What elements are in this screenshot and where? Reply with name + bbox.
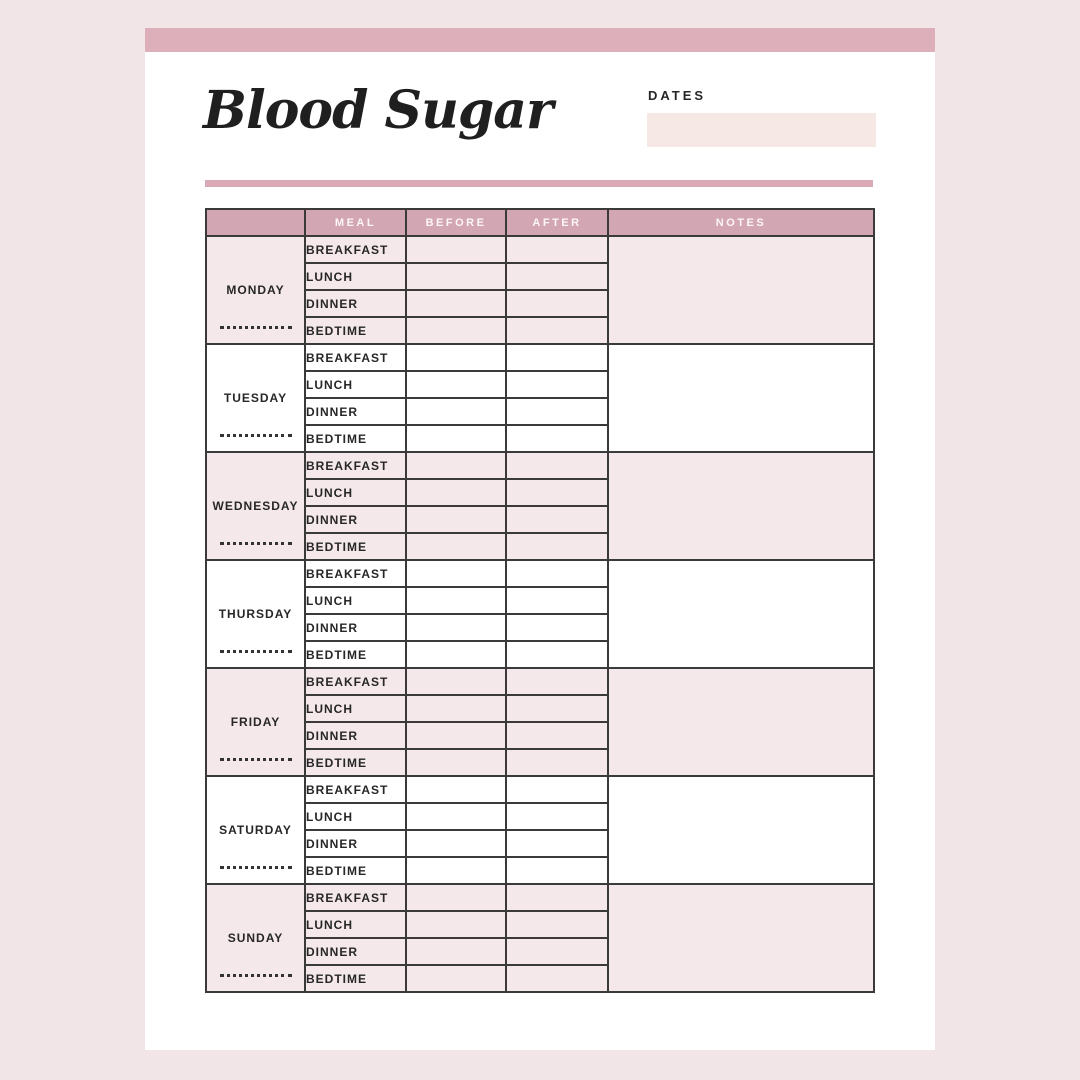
dates-label: DATES (648, 88, 707, 103)
after-value-cell[interactable] (506, 857, 608, 884)
meal-label: LUNCH (305, 803, 406, 830)
after-value-cell[interactable] (506, 236, 608, 263)
after-value-cell[interactable] (506, 749, 608, 776)
meal-label: BREAKFAST (305, 668, 406, 695)
before-value-cell[interactable] (406, 587, 506, 614)
after-value-cell[interactable] (506, 587, 608, 614)
meal-label: BREAKFAST (305, 452, 406, 479)
meal-label: BREAKFAST (305, 884, 406, 911)
before-value-cell[interactable] (406, 317, 506, 344)
notes-cell-monday[interactable] (608, 236, 874, 344)
meal-label: DINNER (305, 938, 406, 965)
before-value-cell[interactable] (406, 263, 506, 290)
day-fill-in-dotted-line[interactable] (220, 434, 292, 437)
notes-cell-sunday[interactable] (608, 884, 874, 992)
meal-label: LUNCH (305, 911, 406, 938)
before-value-cell[interactable] (406, 776, 506, 803)
after-value-cell[interactable] (506, 398, 608, 425)
section-divider (205, 180, 873, 187)
day-label: FRIDAY (230, 715, 281, 729)
before-value-cell[interactable] (406, 371, 506, 398)
day-cell-sunday (206, 884, 305, 992)
meal-label: BREAKFAST (305, 236, 406, 263)
day-cell-saturday (206, 776, 305, 884)
notes-cell-thursday[interactable] (608, 560, 874, 668)
notes-cell-saturday[interactable] (608, 776, 874, 884)
after-value-cell[interactable] (506, 371, 608, 398)
after-value-cell[interactable] (506, 614, 608, 641)
header-after: AFTER (506, 209, 608, 236)
planner-page (145, 28, 935, 1050)
notes-cell-tuesday[interactable] (608, 344, 874, 452)
after-value-cell[interactable] (506, 425, 608, 452)
before-value-cell[interactable] (406, 344, 506, 371)
after-value-cell[interactable] (506, 884, 608, 911)
table-header-row (206, 209, 874, 236)
meal-label: BEDTIME (305, 965, 406, 992)
meal-label: DINNER (305, 290, 406, 317)
meal-label: BREAKFAST (305, 344, 406, 371)
meal-label: LUNCH (305, 479, 406, 506)
after-value-cell[interactable] (506, 641, 608, 668)
table-row (206, 884, 874, 911)
after-value-cell[interactable] (506, 830, 608, 857)
meal-label: LUNCH (305, 587, 406, 614)
before-value-cell[interactable] (406, 425, 506, 452)
after-value-cell[interactable] (506, 479, 608, 506)
table-row (206, 668, 874, 695)
blood-sugar-table (205, 208, 875, 993)
before-value-cell[interactable] (406, 506, 506, 533)
table-row (206, 236, 874, 263)
notes-cell-friday[interactable] (608, 668, 874, 776)
day-label: TUESDAY (223, 391, 288, 405)
table-row (206, 344, 874, 371)
meal-label: BEDTIME (305, 641, 406, 668)
header-notes: NOTES (608, 209, 874, 236)
meal-label: LUNCH (305, 695, 406, 722)
header-meal: MEAL (305, 209, 406, 236)
after-value-cell[interactable] (506, 317, 608, 344)
meal-label: BEDTIME (305, 857, 406, 884)
after-value-cell[interactable] (506, 560, 608, 587)
dates-input[interactable] (647, 113, 876, 147)
accent-band (145, 28, 935, 52)
after-value-cell[interactable] (506, 344, 608, 371)
meal-label: BEDTIME (305, 749, 406, 776)
table-row (206, 560, 874, 587)
day-fill-in-dotted-line[interactable] (220, 326, 292, 329)
day-label: WEDNESDAY (212, 499, 299, 513)
before-value-cell[interactable] (406, 236, 506, 263)
meal-label: DINNER (305, 830, 406, 857)
after-value-cell[interactable] (506, 695, 608, 722)
day-fill-in-dotted-line[interactable] (220, 974, 292, 977)
before-value-cell[interactable] (406, 857, 506, 884)
meal-label: BREAKFAST (305, 776, 406, 803)
day-cell-tuesday (206, 344, 305, 452)
meal-label: BEDTIME (305, 425, 406, 452)
before-value-cell[interactable] (406, 749, 506, 776)
day-label: SATURDAY (219, 823, 292, 837)
before-value-cell[interactable] (406, 722, 506, 749)
day-cell-friday (206, 668, 305, 776)
meal-label: BEDTIME (305, 533, 406, 560)
table-row (206, 776, 874, 803)
day-cell-wednesday (206, 452, 305, 560)
notes-cell-wednesday[interactable] (608, 452, 874, 560)
header-before: BEFORE (406, 209, 506, 236)
after-value-cell[interactable] (506, 776, 608, 803)
before-value-cell[interactable] (406, 398, 506, 425)
before-value-cell[interactable] (406, 668, 506, 695)
after-value-cell[interactable] (506, 668, 608, 695)
before-value-cell[interactable] (406, 479, 506, 506)
day-fill-in-dotted-line[interactable] (220, 866, 292, 869)
day-fill-in-dotted-line[interactable] (220, 650, 292, 653)
before-value-cell[interactable] (406, 560, 506, 587)
after-value-cell[interactable] (506, 965, 608, 992)
before-value-cell[interactable] (406, 641, 506, 668)
meal-label: DINNER (305, 506, 406, 533)
meal-label: LUNCH (305, 371, 406, 398)
before-value-cell[interactable] (406, 803, 506, 830)
before-value-cell[interactable] (406, 695, 506, 722)
meal-label: LUNCH (305, 263, 406, 290)
meal-label: BREAKFAST (305, 560, 406, 587)
day-label: SUNDAY (227, 931, 284, 945)
before-value-cell[interactable] (406, 911, 506, 938)
day-fill-in-dotted-line[interactable] (220, 758, 292, 761)
after-value-cell[interactable] (506, 803, 608, 830)
before-value-cell[interactable] (406, 533, 506, 560)
before-value-cell[interactable] (406, 452, 506, 479)
before-value-cell[interactable] (406, 938, 506, 965)
before-value-cell[interactable] (406, 614, 506, 641)
meal-label: BEDTIME (305, 317, 406, 344)
after-value-cell[interactable] (506, 506, 608, 533)
table-row (206, 452, 874, 479)
after-value-cell[interactable] (506, 722, 608, 749)
after-value-cell[interactable] (506, 533, 608, 560)
day-cell-monday (206, 236, 305, 344)
after-value-cell[interactable] (506, 263, 608, 290)
tracker-table-body (206, 236, 874, 992)
after-value-cell[interactable] (506, 290, 608, 317)
day-label: THURSDAY (218, 607, 293, 621)
after-value-cell[interactable] (506, 911, 608, 938)
header-day (206, 209, 305, 236)
before-value-cell[interactable] (406, 884, 506, 911)
before-value-cell[interactable] (406, 290, 506, 317)
meal-label: DINNER (305, 614, 406, 641)
page-title: Blood Sugar (203, 80, 553, 141)
before-value-cell[interactable] (406, 965, 506, 992)
meal-label: DINNER (305, 722, 406, 749)
day-label: MONDAY (226, 283, 285, 297)
day-cell-thursday (206, 560, 305, 668)
before-value-cell[interactable] (406, 830, 506, 857)
meal-label: DINNER (305, 398, 406, 425)
day-fill-in-dotted-line[interactable] (220, 542, 292, 545)
after-value-cell[interactable] (506, 452, 608, 479)
after-value-cell[interactable] (506, 938, 608, 965)
